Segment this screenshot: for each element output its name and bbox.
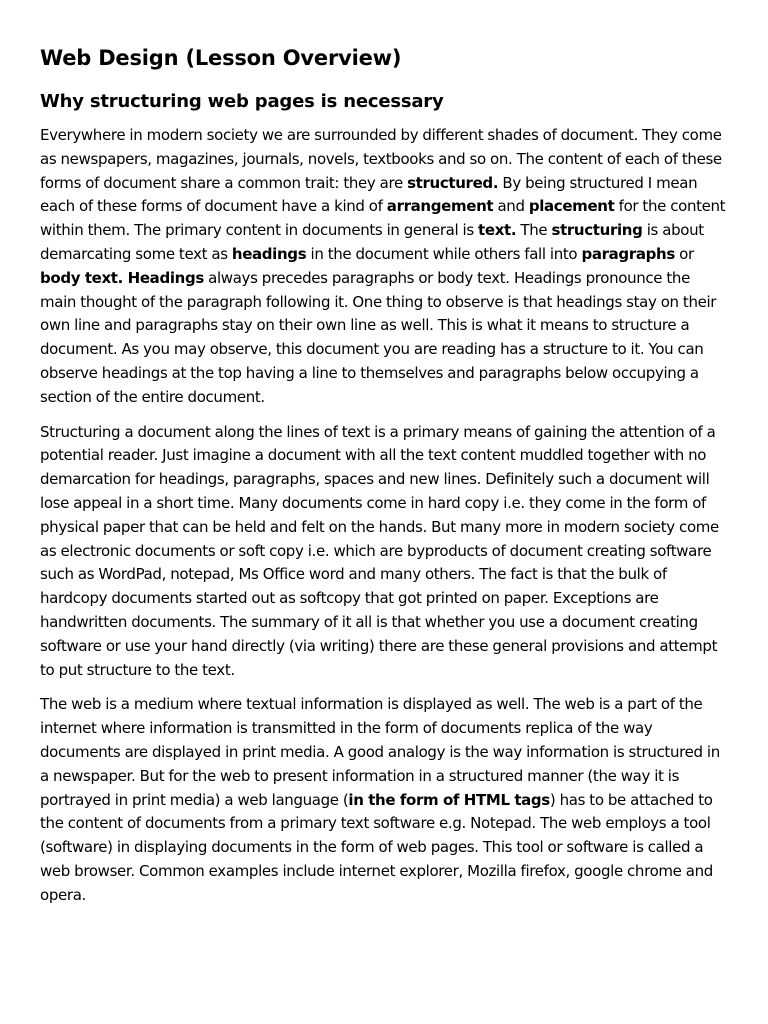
- bold-text-run: text.: [478, 221, 517, 240]
- paragraph-1: [40, 124, 730, 410]
- text-run: in the document while others fall into: [306, 244, 582, 263]
- bold-text-run: headings: [231, 244, 307, 263]
- text-run: for the content within them. The primary content in documents in general is: [40, 197, 726, 240]
- text-run: always precedes paragraphs or body text. Headings pronounce the main thought of the paragraph following it. One thing to observe is that headings stay on their own line and paragraphs stay on their own line as well. This is what it means to structure a document. As you may observe, this document you are reading has a structure to it. You can observe headings at the top having a line to themselves and paragraphs below occupying a section of the entire document.: [40, 268, 717, 406]
- text-run: is about demarcating some text as: [40, 221, 704, 263]
- text-run: Structuring a document along the lines of text is a primary means of gaining the attention of a potential reader. Just imagine a document with all the text content muddled together with no demarcation for headings, paragraphs, spaces and new lines. Definitely such a document will lose appeal in a short time. Many documents come in hard copy i.e. they come in the form of physical paper that can be held and felt on the hands. But many more in modern society come as electronic documents or soft copy i.e. which are byproducts of document creating software such as WordPad, notepad, Ms Office word and many others. The fact is that the bulk of hardcopy documents started out as softcopy that got printed on paper. Exceptions are handwritten documents. The summary of it all is that whether you use a document creating software or use your hand directly (via writing) there are these general provisions and attempt to put structure to the text.: [40, 422, 719, 679]
- text-run: The web is a medium where textual information is displayed as well. The web is a part of the internet where information is transmitted in the form of documents replica of the way documents are displayed in print media. A good analogy is the way information is structured in a newspaper. But for the web to present information in a structured manner (the way it is portrayed in print media) a web language (: [40, 695, 720, 809]
- document-title: Web Design (Lesson Overview): [40, 46, 402, 70]
- bold-text-run: structuring: [551, 221, 643, 240]
- text-run: ) has to be attached to the content of documents from a primary text software e.g. Notepad. The web employs a tool (software) in displaying documents in the form of web pages. This tool or software is called a web browser. Common examples include internet explorer, Mozilla firefox, google chrome and opera.: [40, 790, 713, 904]
- bold-text-run: paragraphs: [581, 244, 675, 263]
- text-run: The: [516, 221, 552, 240]
- paragraph-3: [40, 693, 730, 907]
- text-run: and: [493, 197, 529, 216]
- paragraph-2: [40, 421, 730, 683]
- bold-text-run: placement: [528, 197, 615, 216]
- text-run: or: [674, 244, 694, 263]
- bold-text-run: body text. Headings: [40, 268, 204, 287]
- text-run: By being structured I mean each of these forms of document have a kind of: [40, 173, 698, 216]
- section-heading: Why structuring web pages is necessary: [40, 91, 444, 112]
- bold-text-run: arrangement: [386, 197, 494, 216]
- document-page: [40, 44, 730, 919]
- bold-text-run: structured.: [407, 173, 499, 192]
- bold-text-run: in the form of HTML tags: [348, 790, 550, 809]
- text-run: Everywhere in modern society we are surrounded by different shades of document. They come as newspapers, magazines, journals, novels, textbooks and so on. The content of each of these forms of document share a common trait: they are: [40, 126, 722, 192]
